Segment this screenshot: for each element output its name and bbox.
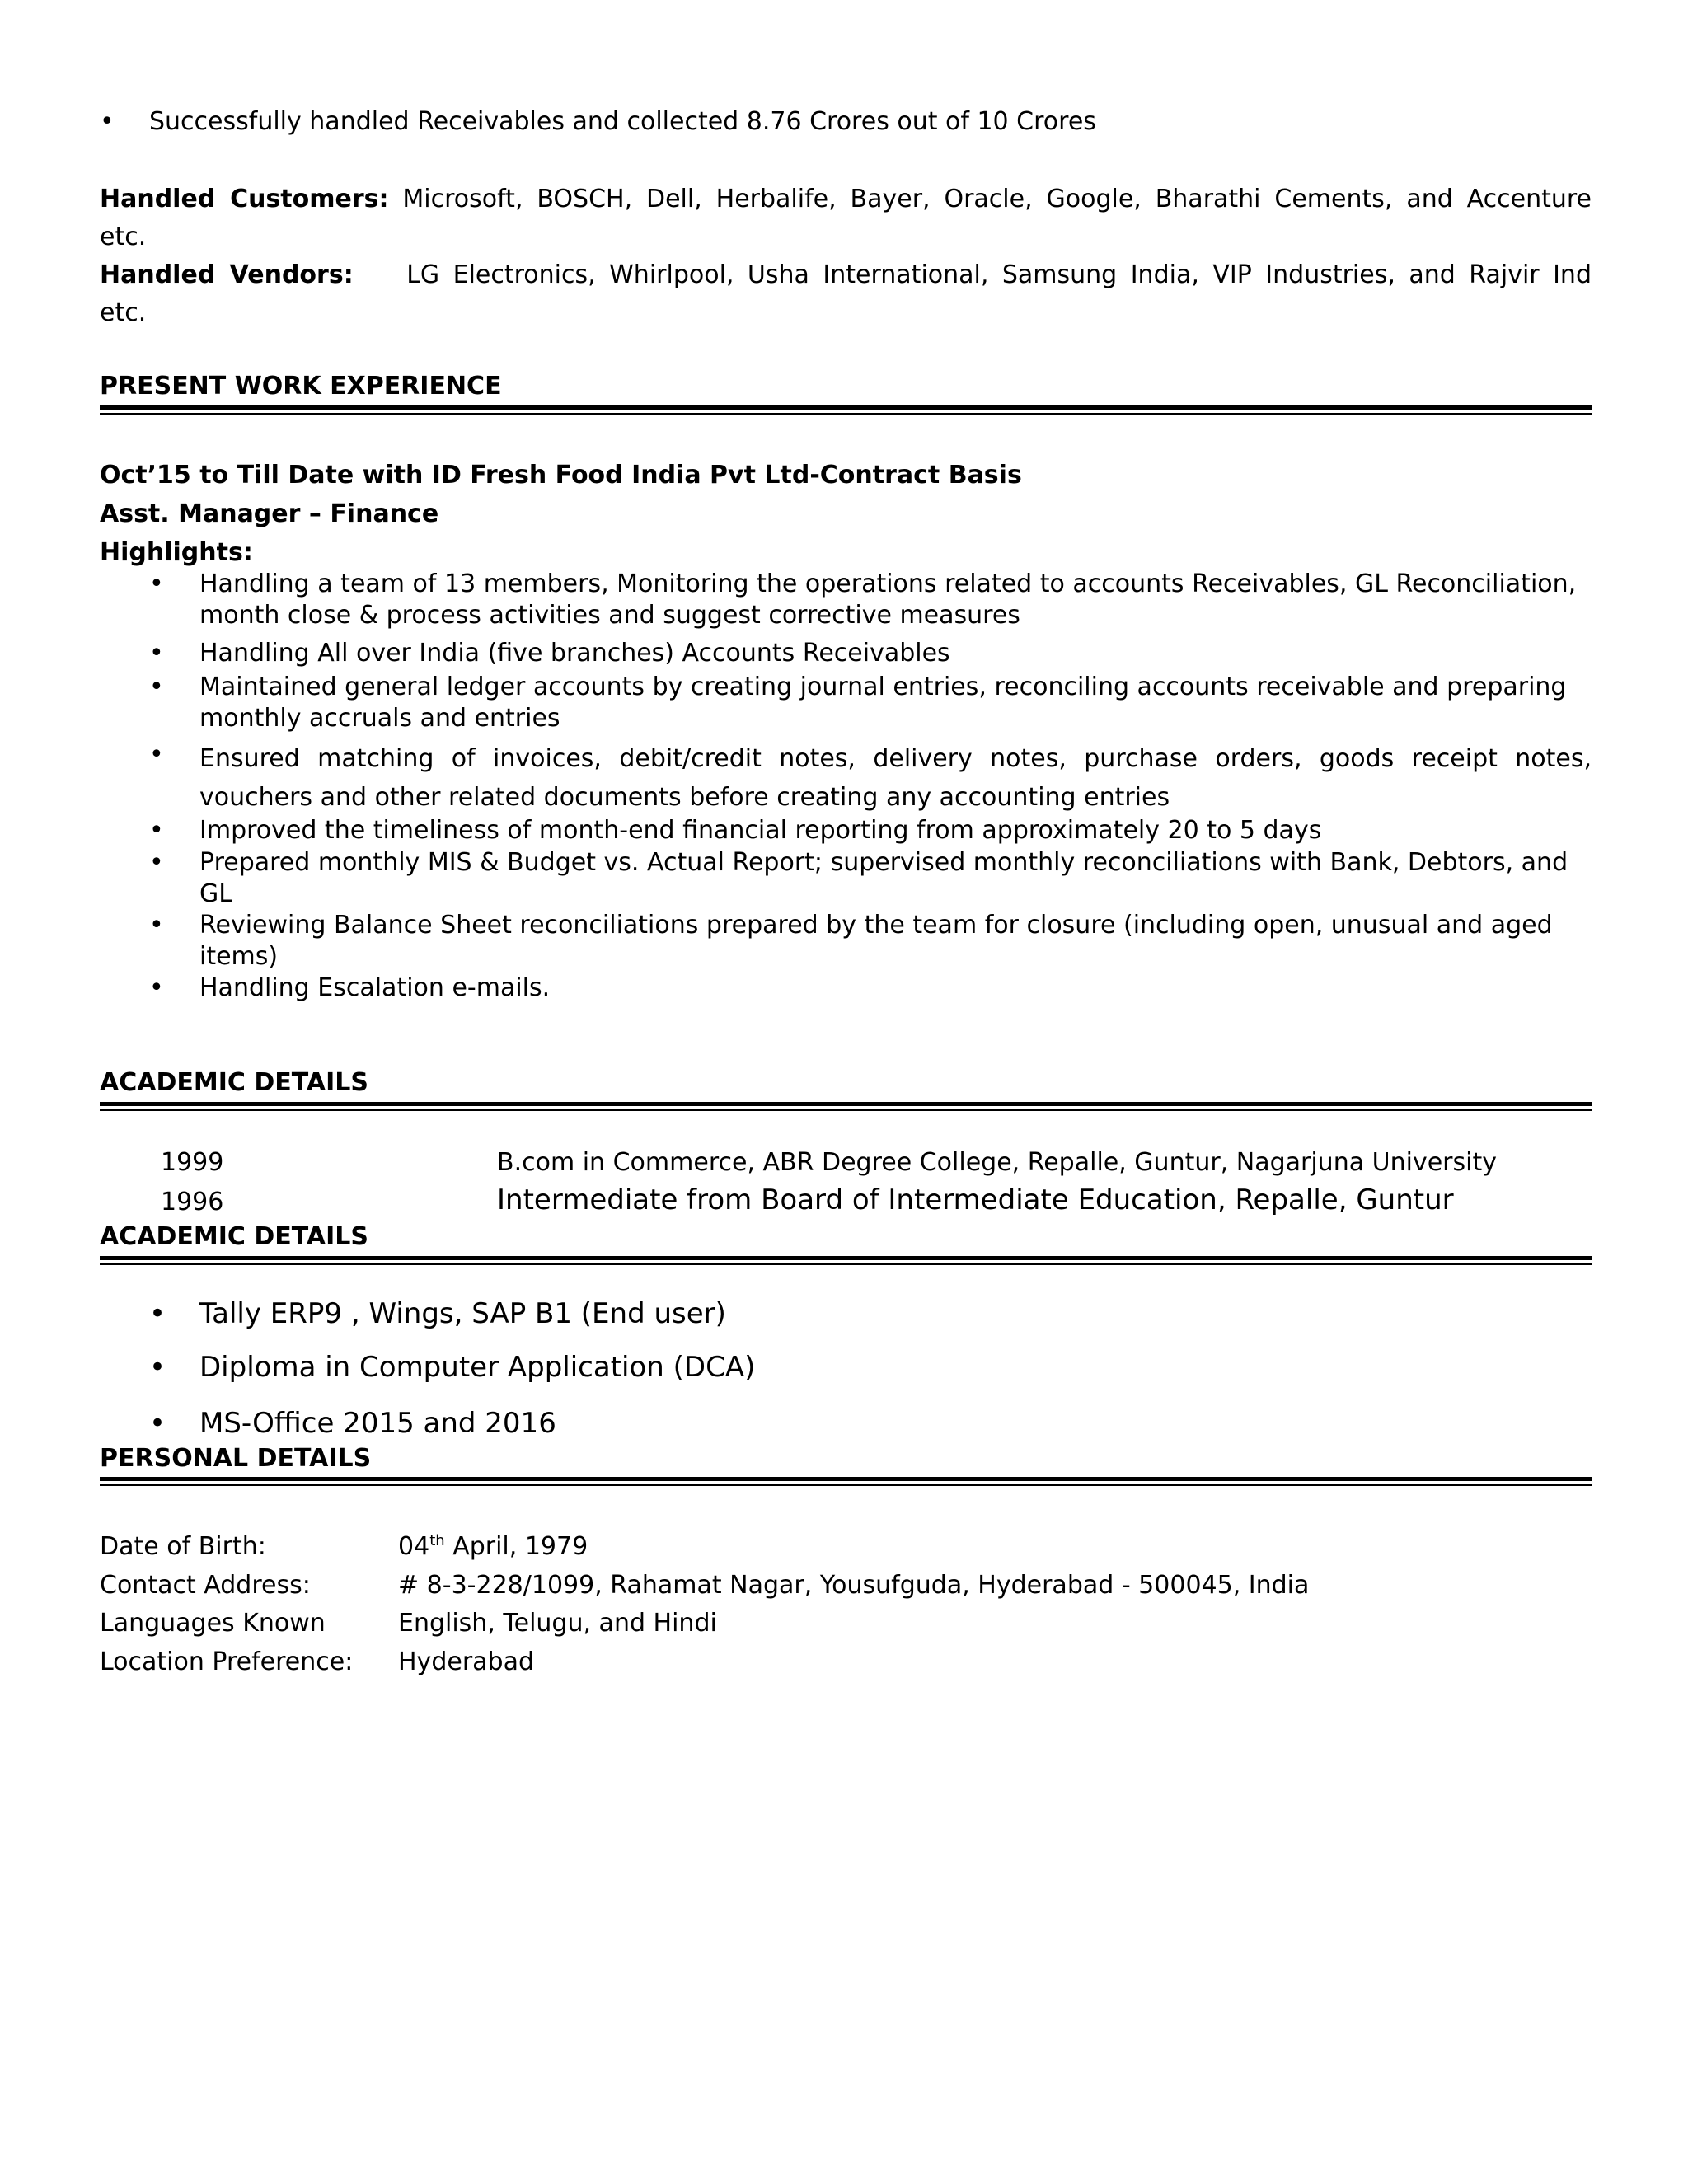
vendors-colon: : — [343, 260, 354, 289]
job-period: Oct’15 to Till Date with ID Fresh Food India Pvt Ltd-Contract Basis — [100, 461, 1022, 490]
dob-rest: April, 1979 — [444, 1532, 588, 1561]
bullet-icon: • — [149, 848, 164, 877]
academic-year: 1999 — [161, 1148, 224, 1177]
section-rule — [100, 1102, 1592, 1106]
vendors-label: Handled Vendors — [100, 260, 344, 289]
location-label: Location Preference: — [100, 1647, 354, 1676]
receivables-achievement: Successfully handled Receivables and collected 8.76 Crores out of 10 Crores — [149, 107, 1096, 136]
skill-item: Tally ERP9 , Wings, SAP B1 (End user) — [199, 1297, 726, 1330]
section-rule-thin — [100, 1484, 1592, 1486]
languages-value: English, Telugu, and Hindi — [398, 1609, 717, 1638]
highlight-item: Ensured matching of invoices, debit/credit notes, delivery notes, purchase orders, goods receipt notes, vouchers and other related documents before creating any accounting entries — [199, 744, 1592, 812]
bullet-icon: • — [149, 1407, 166, 1440]
section-rule — [100, 405, 1592, 410]
section-rule-thin — [100, 1263, 1592, 1265]
highlight-item: Prepared monthly MIS & Budget vs. Actual Report; supervised monthly reconciliations with Bank, Debtors, and GL — [199, 848, 1568, 908]
bullet-icon: • — [149, 740, 164, 769]
bullet-icon: • — [149, 973, 164, 1002]
personal-heading: PERSONAL DETAILS — [100, 1444, 372, 1473]
dob-day: 04 — [398, 1532, 430, 1561]
dob-suffix: th — [429, 1532, 445, 1549]
dob-value — [398, 1531, 588, 1563]
highlight-item: Handling Escalation e-mails. — [199, 973, 551, 1002]
bullet-icon: • — [149, 1351, 166, 1384]
section-rule-thin — [100, 413, 1592, 415]
section-rule — [100, 1256, 1592, 1260]
bullet-icon: • — [149, 673, 164, 701]
academic-detail: B.com in Commerce, ABR Degree College, Repalle, Guntur, Nagarjuna University — [497, 1148, 1497, 1177]
bullet-icon: • — [100, 107, 115, 136]
bullet-icon: • — [149, 816, 164, 845]
academic-heading: ACADEMIC DETAILS — [100, 1068, 368, 1097]
vendors-line — [100, 256, 1592, 294]
customers-continuation: etc. — [100, 223, 147, 251]
vendors-list: LG Electronics, Whirlpool, Usha International, Samsung India, VIP Industries, and Rajvir Ind — [406, 260, 1592, 289]
location-value: Hyderabad — [398, 1647, 534, 1676]
skill-item: Diploma in Computer Application (DCA) — [199, 1351, 756, 1384]
section-rule-thin — [100, 1109, 1592, 1111]
customers-list: Microsoft, BOSCH, Dell, Herbalife, Bayer, Oracle, Google, Bharathi Cements, and Accenture — [402, 185, 1592, 213]
highlight-item: Reviewing Balance Sheet reconciliations prepared by the team for closure (including open, unusual and aged items) — [199, 911, 1553, 971]
bullet-icon: • — [149, 1297, 166, 1330]
dob-label: Date of Birth: — [100, 1532, 266, 1561]
academic-detail: Intermediate from Board of Intermediate Education, Repalle, Guntur — [497, 1183, 1454, 1216]
highlight-item: Improved the timeliness of month-end financial reporting from approximately 20 to 5 days — [199, 816, 1322, 845]
bullet-icon: • — [149, 569, 164, 598]
bullet-icon: • — [149, 911, 164, 940]
academic-year: 1996 — [161, 1188, 224, 1216]
customers-line — [100, 180, 1592, 218]
present-work-heading: PRESENT WORK EXPERIENCE — [100, 372, 502, 401]
highlight-item: Maintained general ledger accounts by creating journal entries, reconciling accounts receivable and preparing monthly accruals and entries — [199, 673, 1567, 733]
job-role: Asst. Manager – Finance — [100, 499, 439, 528]
section-rule — [100, 1477, 1592, 1481]
skills-heading: ACADEMIC DETAILS — [100, 1222, 368, 1251]
highlight-item: Handling a team of 13 members, Monitoring the operations related to accounts Receivables, GL Reconciliation, month close & process activities and suggest corrective measures — [199, 569, 1577, 630]
customers-label: Handled Customers: — [100, 185, 389, 213]
vendors-continuation: etc. — [100, 298, 147, 327]
skill-item: MS-Office 2015 and 2016 — [199, 1407, 556, 1440]
address-value: # 8-3-228/1099, Rahamat Nagar, Yousufguda, Hyderabad - 500045, India — [398, 1571, 1310, 1600]
bullet-icon: • — [149, 639, 164, 668]
highlight-item: Handling All over India (five branches) Accounts Receivables — [199, 639, 950, 668]
languages-label: Languages Known — [100, 1609, 326, 1638]
highlights-label: Highlights: — [100, 538, 253, 567]
address-label: Contact Address: — [100, 1571, 311, 1600]
